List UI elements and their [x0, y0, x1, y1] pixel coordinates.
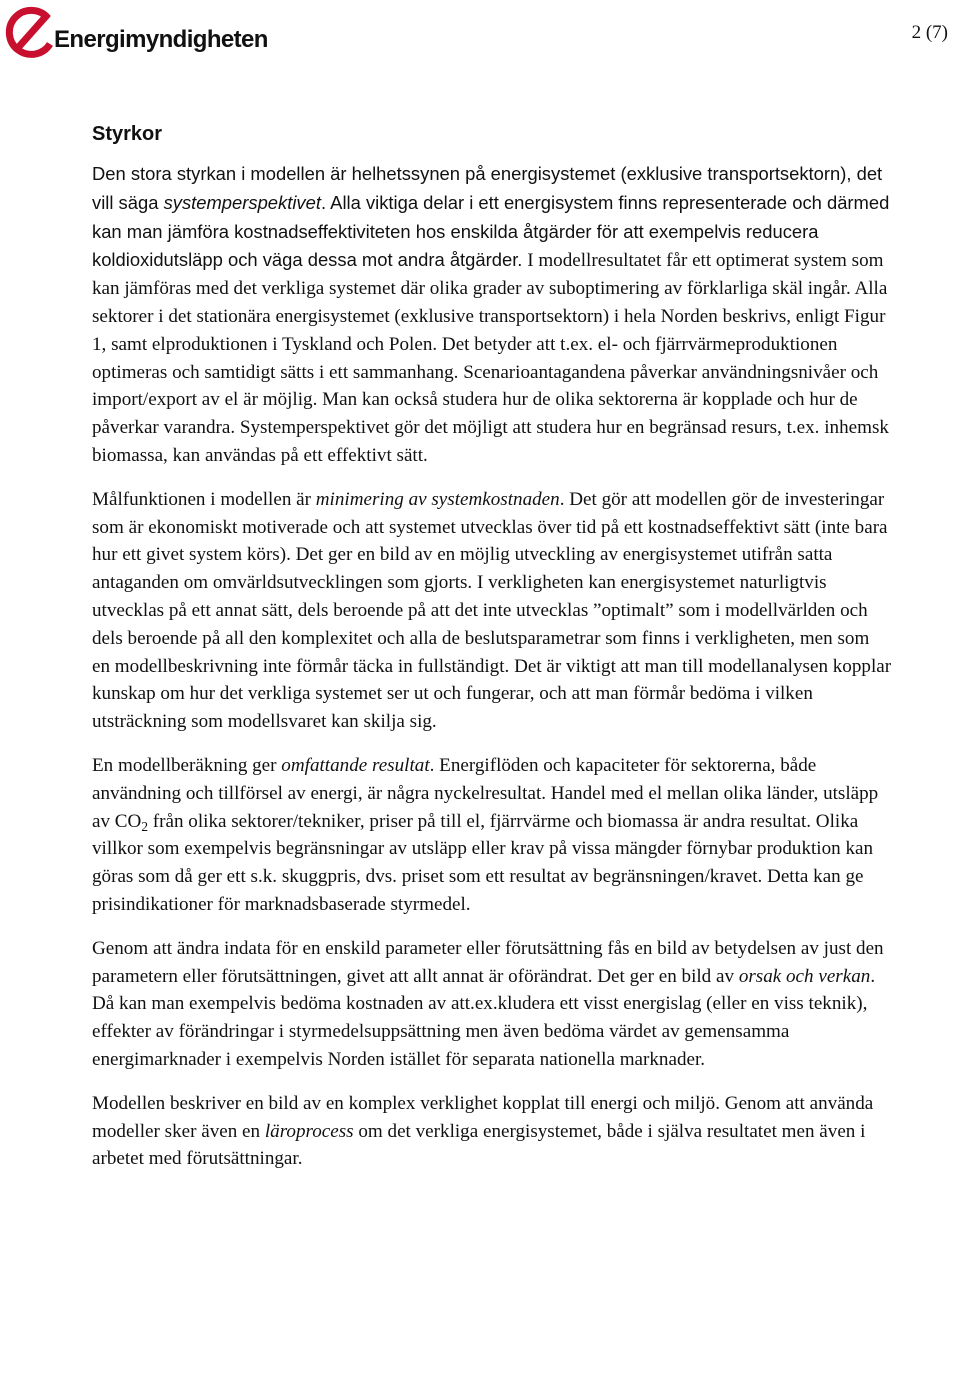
text-span: Modellen beskriver en bild av en komplex verklighet kopplat till energi och miljö. Genom att använda modeller sker även en	[92, 1092, 874, 1142]
section-heading: Styrkor	[92, 123, 163, 145]
text-span: . Då kan man exempelvis bedöma kostnaden av att.ex.kludera ett visst energislag (eller en viss teknik), effekter av förändringar i styrmedelsuppsättning men även bedöma värdet av gemensamma energimarknader i exempelvis Norden istället för separata nationella marknader.	[92, 965, 876, 1070]
energimyndigheten-logo-icon	[4, 6, 60, 58]
text-span: Den stora styrkan i modellen är helhetssynen på energisystemet (exklusive transportsektorn), det vill säga	[92, 163, 883, 213]
text-span: I modellresultatet får ett optimerat system som kan jämföras med det verkliga systemet där olika grader av suboptimering av förklarliga skäl ingår. Alla sektorer i det stationära energisystemet (exklusive transportsektorn) i hela Norden beskrivs, enligt Figur 1, samt elproduktionen i Tyskland och Polen. Det betyder att t.ex. el- och fjärrvärmeproduktionen optimeras och samtidigt sätts i ett sammanhang. Scenarioantagandena påverkar användningsnivåer och import/export av el är möjlig. Man kan också studera hur de olika sektorerna är kopplade och hur de påverkar varandra. Systemperspektivet gör det möjligt att studera hur en begränsad resurs, t.ex. inhemsk biomassa, kan användas på ett effektivt sätt.	[92, 250, 889, 466]
text-span: om det verkliga energisystemet, både i själva resultatet men även i arbetet med förutsättningar.	[92, 1120, 866, 1170]
subscript: 2	[141, 818, 149, 834]
text-span: från olika sektorer/tekniker, priser på till el, fjärrvärme och biomassa är andra resultat. Olika villkor som exempelvis begränsningar av utsläpp eller krav på vissa mängder förnybar produktion kan göras som då ger ett s.k. skuggpris, dvs. priset som ett resultat av begränsningen/kravet. Detta kan ge prisindikationer för marknadsbaserade styrmedel.	[92, 810, 874, 915]
paragraph-learning	[92, 1090, 892, 1173]
text-span: Genom att ändra indata för en enskild parameter eller förutsättning fås en bild av betydelsen av just den parametern eller förutsättningen, givet att allt annat är oförändrat. Det ger en bild av	[92, 937, 884, 987]
logo	[4, 6, 268, 58]
logo-text: Energimyndigheten	[54, 26, 268, 53]
paragraph-objective	[92, 486, 892, 736]
emphasis-text: minimering av systemkostnaden	[315, 488, 560, 510]
paragraph-cause-effect	[92, 935, 892, 1074]
emphasis-text: läroprocess	[264, 1120, 354, 1142]
emphasis-text: systemperspektivet	[163, 191, 321, 213]
emphasis-text: omfattande resultat	[281, 754, 430, 776]
paragraph-strengths	[92, 160, 892, 470]
text-span: . Energiflöden och kapaciteter för sektorerna, både användning och tillförsel av energi, är några nyckelresultat. Handel med el mellan olika länder, utsläpp av CO	[92, 754, 879, 832]
emphasis-text: orsak och verkan	[738, 965, 871, 987]
text-span: . Alla viktiga delar i ett energisystem finns representerade och därmed kan man jämföra kostnadseffektiviteten hos enskilda åtgärder för att exempelvis reducera koldioxidutsläpp och väga dessa mot andra åtgärder.	[92, 191, 890, 271]
page-number: 2 (7)	[911, 22, 948, 43]
text-span: En modellberäkning ger	[92, 754, 282, 776]
text-span: . Det gör att modellen gör de investeringar som är ekonomiskt motiverade och att systemet utvecklas över tid på ett kostnadseffektivt sätt (inte bara hur ett givet system körs). Det ger en bild av en möjlig utveckling av energisystemet utifrån satta antaganden om omvärldsutvecklingen som gjorts. I verkligheten kan energisystemet naturligtvis utvecklas på ett annat sätt, dels beroende på att det inte utvecklas ”optimalt” som i modellvärlden och dels beroende på all den komplexitet och alla de beslutsparametrar som finns i verkligheten, men som en modellbeskrivning inte förmår täcka in fullständigt. Det är viktigt att man till modellanalysen kopplar kunskap om hur det verkliga systemet ser ut och fungerar, och att man förmår bedöma i vilken utsträckning som modellsvaret kan skilja sig.	[92, 488, 892, 733]
document-body	[92, 120, 892, 1189]
text-span: Målfunktionen i modellen är	[92, 488, 316, 510]
paragraph-results	[92, 752, 892, 919]
